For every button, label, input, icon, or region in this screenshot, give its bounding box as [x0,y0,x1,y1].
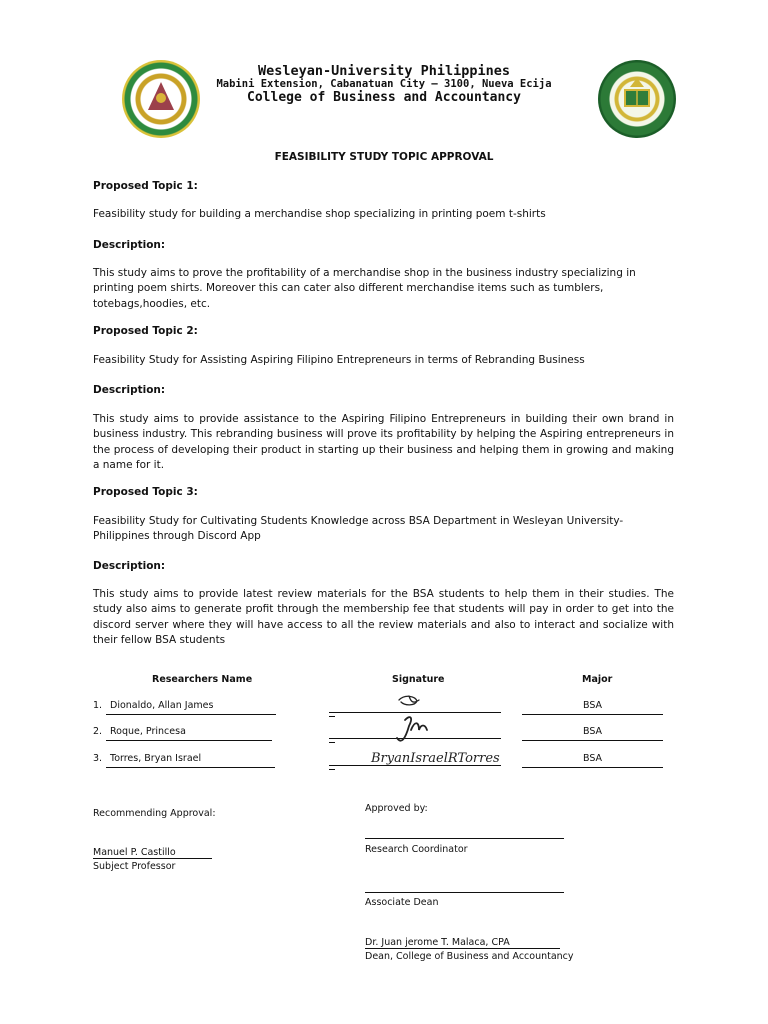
university-name: Wesleyan-University Philippines [258,63,510,79]
university-address: Mabini Extension, Cabanatuan City – 3100, Nueva Ecija [216,78,552,90]
signature-2 [397,717,427,741]
handwritten-signatures [371,690,500,770]
dash-3 [329,769,335,770]
college-name: College of Business and Accountancy [247,90,521,105]
topic-2-description: This study aims to provide assistance to the Aspiring Filipino Entrepreneurs in building their own brand in business industry. This rebranding business will prove its profitability by helping the Aspiring entrepreneurs in the process of developing their product in starting up their business and helping them in growing and making a name for it. [93,413,674,471]
topic-1-heading: Proposed Topic 1: [93,180,198,192]
researcher-3-major: BSA [582,753,603,764]
researcher-2-name: Roque, Princesa [110,726,186,737]
dean-title: Dean, College of Business and Accountancy [365,951,574,962]
researcher-3-name: Torres, Bryan Israel [110,753,202,764]
researcher-1-major: BSA [582,700,603,711]
researcher-1-number: 1. [93,700,103,711]
researcher-2-major: BSA [582,726,603,737]
recommender-name: Manuel P. Castillo [93,847,176,858]
topic-1-text: Feasibility study for building a merchandise shop specializing in printing poem t-shirts [93,208,546,220]
topic-2-text: Feasibility Study for Assisting Aspiring Filipino Entrepreneurs in terms of Rebranding Business [93,354,585,366]
major-header: Major [582,674,613,685]
topic-3-description-heading: Description: [93,560,166,572]
signature-header: Signature [392,674,445,685]
approved-by-label: Approved by: [365,803,428,814]
dean-line [365,937,560,949]
topic-3-description: This study aims to provide latest review materials for the BSA students to help them in their studies. The study also aims to generate profit through the membership fee that students will pay in order to get into the discord server where they will have access to all the review materials and also to interact and socialize with their fellow BSA students [93,588,674,646]
recommending-approval-label: Recommending Approval: [93,808,216,819]
signature-1 [399,696,419,705]
researcher-1-major-line [522,700,663,715]
signature-3: BryanIsraelRTorres [371,751,500,766]
researcher-3-number: 3. [93,753,103,764]
topic-2-heading: Proposed Topic 2: [93,325,198,337]
topic-1-description: This study aims to prove the profitability of a merchandise shop in the business industry specializing in printing poem shirts. Moreover this can cater also different merchandise items such as tumblers, totebags,hoodies, etc. [93,267,636,310]
research-coordinator-title: Research Coordinator [365,844,468,855]
researcher-1-name-line [106,700,276,715]
topic-2-description-heading: Description: [93,384,166,396]
dash-2 [329,742,335,743]
associate-dean-line [365,892,564,893]
researcher-1-name: Dionaldo, Allan James [110,700,214,711]
researcher-3-major-line [522,753,663,768]
dash-1 [329,716,335,717]
researcher-2-number: 2. [93,726,103,737]
researchers-name-header: Researchers Name [152,674,253,685]
research-coordinator-line [365,838,564,839]
page-title: FEASIBILITY STUDY TOPIC APPROVAL [274,151,494,163]
researcher-2-name-line [106,726,272,741]
topic-3-text: Feasibility Study for Cultivating Students Knowledge across BSA Department in Wesleyan University-Philippines through Discord App [93,515,624,543]
dean-name: Dr. Juan jerome T. Malaca, CPA [365,937,510,948]
topic-3-heading: Proposed Topic 3: [93,486,198,498]
researcher-2-major-line [522,726,663,741]
recommender-title: Subject Professor [93,861,176,872]
researcher-3-name-line [106,753,275,768]
topic-1-description-heading: Description: [93,239,166,251]
recommender-line [93,847,212,859]
associate-dean-title: Associate Dean [365,897,439,908]
